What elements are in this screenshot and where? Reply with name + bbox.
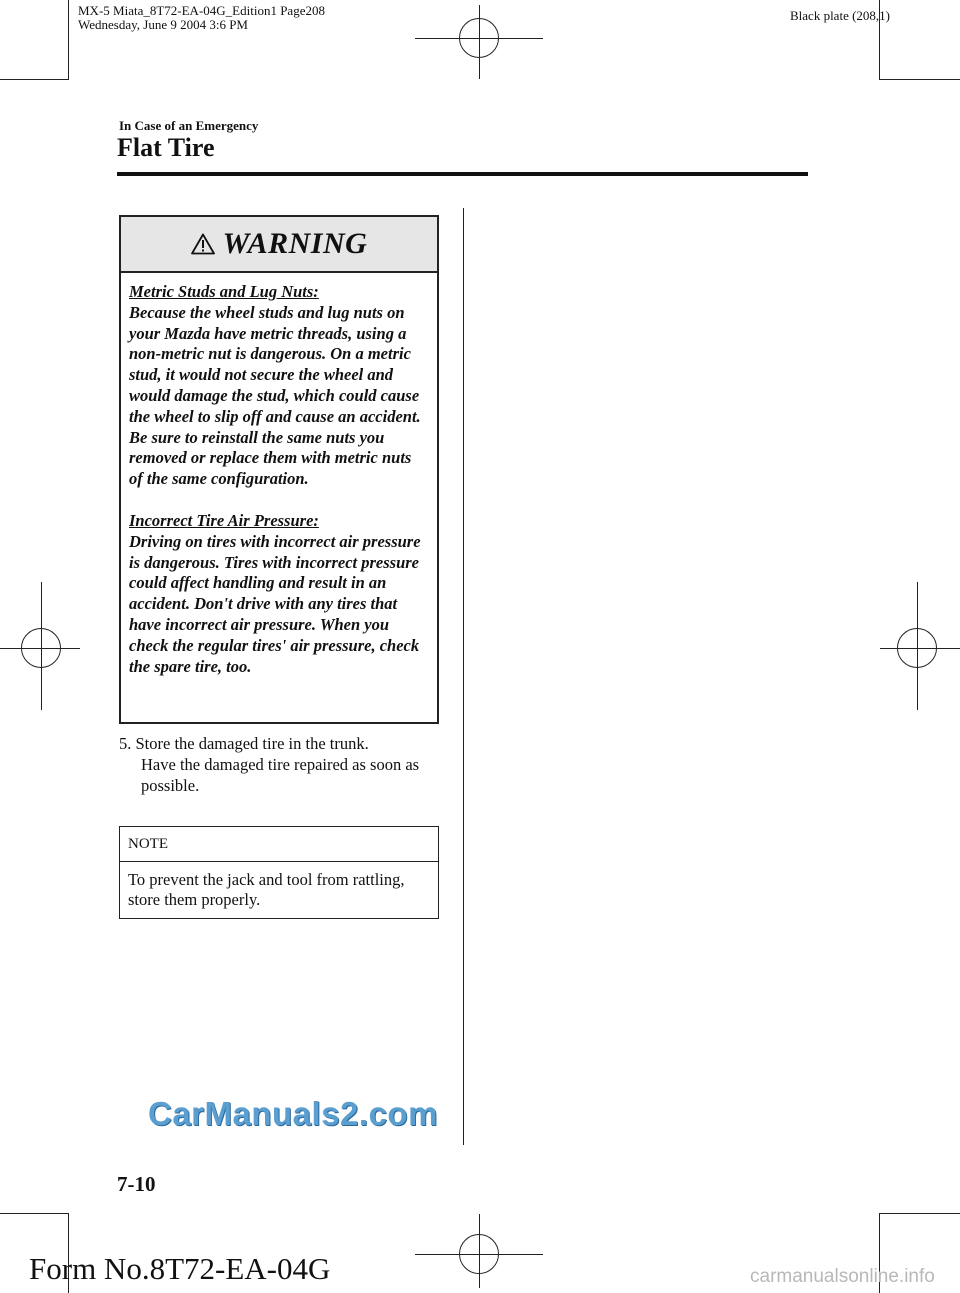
print-info [78, 4, 325, 32]
registration-mark [917, 582, 918, 710]
warning-text-pressure: Driving on tires with incorrect air pressure is dangerous. Tires with incorrect pressure could affect handling and result in an accident. Don't drive with any tires that have incorrect air pressure. When you check the regular tires' air pressure, check the spare tire, too. [129, 531, 421, 676]
warning-title: WARNING [222, 227, 368, 260]
registration-mark [41, 582, 42, 710]
warning-text-metric: Because the wheel studs and lug nuts on your Mazda have metric threads, using a non-metric nut is dangerous. On a metric stud, it would not secure the wheel and would damage the stud, which could cause the wheel to slip off and cause an accident. Be sure to reinstall the same nuts you removed or replace them with metric nuts of the same configuration. [129, 302, 421, 489]
warning-heading-metric: Metric Studs and Lug Nuts: [129, 282, 319, 301]
site-watermark: carmanualsonline.info [750, 1266, 935, 1287]
form-number: Form No.8T72-EA-04G [29, 1251, 331, 1286]
title-rule [117, 172, 808, 176]
step-item [119, 733, 449, 796]
registration-mark [479, 5, 480, 79]
warning-box [119, 215, 439, 724]
crop-mark [0, 79, 68, 80]
note-box [119, 826, 439, 919]
crop-mark [879, 1213, 960, 1214]
registration-mark [0, 648, 80, 649]
print-info-line1: MX-5 Miata_8T72-EA-04G_Edition1 Page208 [78, 3, 325, 18]
section-label: In Case of an Emergency [119, 118, 259, 133]
step-rest: Have the damaged tire repaired as soon as possible. [141, 755, 420, 795]
print-info-line2: Wednesday, June 9 2004 3:6 PM [78, 17, 248, 32]
crop-mark [0, 1213, 68, 1214]
warning-heading-pressure: Incorrect Tire Air Pressure: [129, 510, 319, 530]
registration-mark [479, 1214, 480, 1288]
page-title: Flat Tire [117, 133, 215, 162]
warning-paragraph [129, 511, 429, 677]
step-number: 5. [119, 734, 132, 753]
warning-header [121, 217, 437, 273]
watermark-logo: CarManuals2.com [148, 1095, 438, 1132]
note-text: To prevent the jack and tool from rattling, store them properly. [128, 870, 405, 909]
plate-label: Black plate (208,1) [790, 8, 890, 23]
page-number: 7-10 [117, 1172, 156, 1196]
column-divider [463, 208, 464, 1145]
registration-mark [880, 648, 960, 649]
crop-mark [879, 79, 960, 80]
warning-paragraph [129, 282, 429, 490]
step-first-line: Store the damaged tire in the trunk. [135, 734, 369, 753]
warning-triangle-icon [191, 233, 215, 255]
crop-mark [68, 0, 69, 80]
note-title: NOTE [120, 827, 438, 862]
warning-body [121, 273, 437, 677]
